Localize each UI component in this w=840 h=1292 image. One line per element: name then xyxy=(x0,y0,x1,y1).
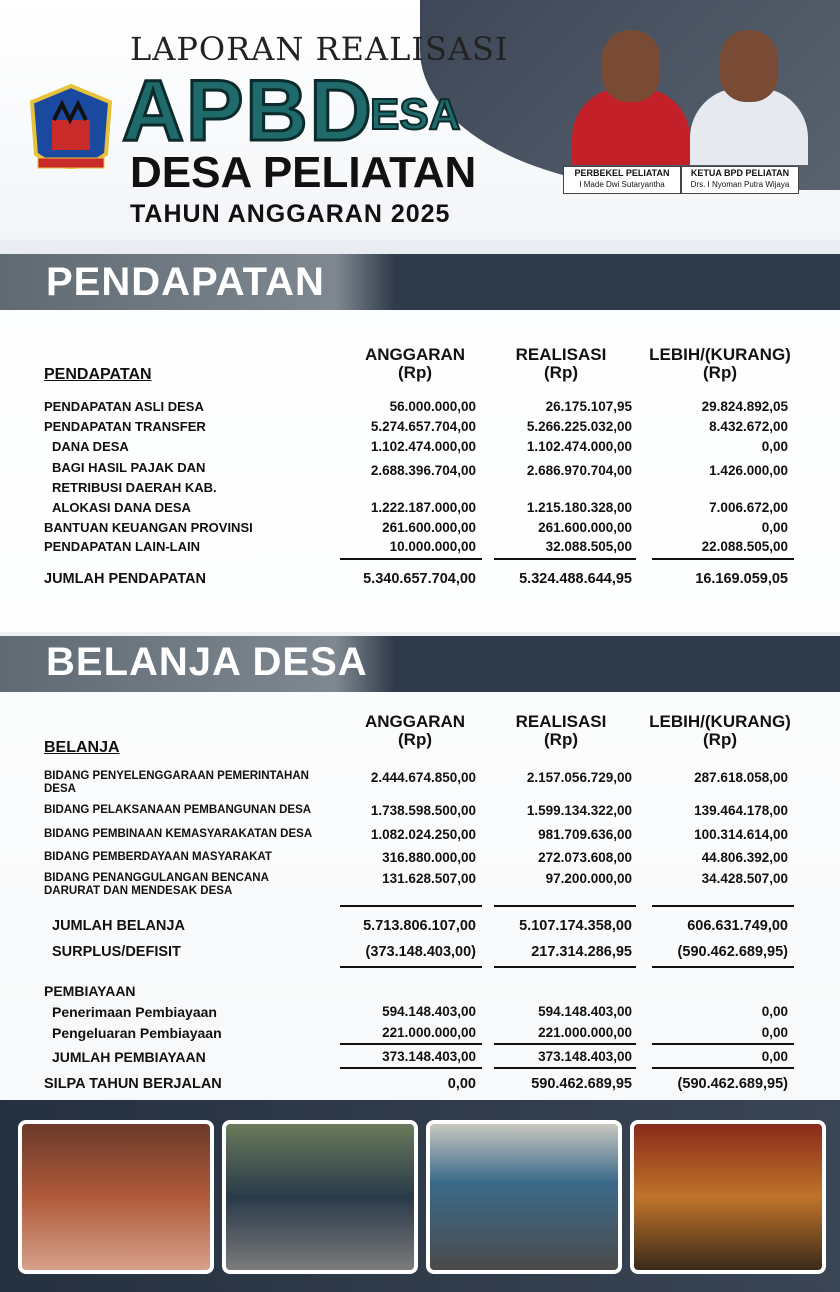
col-lebih-kurang: LEBIH/(KURANG) (Rp) xyxy=(649,345,791,382)
row-label: DANA DESA xyxy=(52,439,129,454)
surplus-anggaran: (373.148.403,00) xyxy=(365,944,476,960)
jumlah-pembiayaan-label: JUMLAH PEMBIAYAAN xyxy=(52,1049,206,1065)
col-anggaran: ANGGARAN (Rp) xyxy=(364,345,466,382)
divider xyxy=(340,905,482,907)
row-lebih: 29.824.892,05 xyxy=(701,399,788,414)
pendapatan-section-label: PENDAPATAN xyxy=(44,366,152,383)
penerimaan-anggaran: 594.148.403,00 xyxy=(382,1004,476,1019)
row-lebih: 100.314.614,00 xyxy=(694,827,788,842)
apbdesa-title-suffix: ESA xyxy=(370,90,461,139)
total-pendapatan-lebih: 16.169.059,05 xyxy=(695,571,788,587)
pengeluaran-label: Pengeluaran Pembiayaan xyxy=(52,1025,222,1041)
row-anggaran: 10.000.000,00 xyxy=(389,539,476,554)
row-anggaran: 1.738.598.500,00 xyxy=(370,803,476,818)
silpa-label: SILPA TAHUN BERJALAN xyxy=(44,1076,222,1092)
jumlah-pembiayaan-realisasi: 373.148.403,00 xyxy=(538,1049,632,1064)
row-realisasi: 272.073.608,00 xyxy=(538,850,632,865)
total-belanja-anggaran: 5.713.806.107,00 xyxy=(363,918,476,934)
activity-photo-2 xyxy=(222,1120,418,1274)
total-pendapatan-realisasi: 5.324.488.644,95 xyxy=(519,571,632,587)
divider xyxy=(494,905,636,907)
belanja-section-label: BELANJA xyxy=(44,739,120,756)
fiscal-year: TAHUN ANGGARAN 2025 xyxy=(130,200,451,228)
divider xyxy=(494,966,636,968)
penerimaan-realisasi: 594.148.403,00 xyxy=(538,1004,632,1019)
row-realisasi: 26.175.107,95 xyxy=(545,399,632,414)
row-realisasi: 261.600.000,00 xyxy=(538,520,632,535)
perbekel-caption: PERBEKEL PELIATAN I Made Dwi Sutaryantha xyxy=(563,166,681,194)
activity-photo-4 xyxy=(630,1120,826,1274)
row-lebih: 0,00 xyxy=(761,439,788,454)
col-lebih-kurang: LEBIH/(KURANG) (Rp) xyxy=(649,712,791,749)
row-realisasi: 2.686.970.704,00 xyxy=(526,463,632,478)
row-lebih: 1.426.000,00 xyxy=(709,463,788,478)
ketua-bpd-caption: KETUA BPD PELIATAN Drs. I Nyoman Putra Wijaya xyxy=(681,166,799,194)
village-name: DESA PELIATAN xyxy=(130,148,477,197)
row-label: BIDANG PEMBERDAYAAN MASYARAKAT xyxy=(44,851,272,863)
jumlah-pembiayaan-lebih: 0,00 xyxy=(761,1049,788,1064)
row-anggaran: 5.274.657.704,00 xyxy=(370,419,476,434)
row-lebih: 287.618.058,00 xyxy=(694,770,788,785)
row-anggaran: 1.102.474.000,00 xyxy=(370,439,476,454)
divider xyxy=(340,1067,482,1069)
row-realisasi: 97.200.000,00 xyxy=(545,871,632,886)
row-anggaran: 2.688.396.704,00 xyxy=(370,463,476,478)
report-heading: LAPORAN REALISASI xyxy=(130,30,509,68)
row-realisasi: 1.215.180.328,00 xyxy=(526,500,632,515)
row-lebih: 0,00 xyxy=(761,520,788,535)
row-realisasi: 1.102.474.000,00 xyxy=(526,439,632,454)
row-label: BAGI HASIL PAJAK DAN xyxy=(52,460,206,475)
row-lebih: 7.006.672,00 xyxy=(709,500,788,515)
row-label: BIDANG PEMBINAAN KEMASYARAKATAN DESA xyxy=(44,828,313,840)
row-label: ALOKASI DANA DESA xyxy=(52,500,191,515)
village-emblem-icon xyxy=(28,84,114,182)
row-label: PENDAPATAN TRANSFER xyxy=(44,419,206,434)
surplus-label: SURPLUS/DEFISIT xyxy=(52,944,181,960)
row-label: BIDANG PENYELENGGARAAN PEMERINTAHAN DESA xyxy=(44,770,309,795)
row-label-continued: RETRIBUSI DAERAH KAB. xyxy=(52,480,217,495)
divider xyxy=(652,905,794,907)
row-lebih: 139.464.178,00 xyxy=(694,803,788,818)
row-realisasi: 32.088.505,00 xyxy=(545,539,632,554)
pendapatan-band-title: PENDAPATAN xyxy=(46,260,325,304)
divider xyxy=(340,966,482,968)
divider xyxy=(340,1043,482,1045)
surplus-lebih: (590.462.689,95) xyxy=(677,944,788,960)
row-anggaran: 1.222.187.000,00 xyxy=(370,500,476,515)
row-label: BANTUAN KEUANGAN PROVINSI xyxy=(44,520,253,535)
row-lebih: 34.428.507,00 xyxy=(701,871,788,886)
apbdesa-title: APBD xyxy=(122,63,374,159)
total-belanja-label: JUMLAH BELANJA xyxy=(52,918,185,934)
pengeluaran-lebih: 0,00 xyxy=(761,1025,788,1040)
col-realisasi: REALISASI (Rp) xyxy=(515,345,607,382)
pengeluaran-anggaran: 221.000.000,00 xyxy=(382,1025,476,1040)
row-anggaran: 261.600.000,00 xyxy=(382,520,476,535)
row-anggaran: 1.082.024.250,00 xyxy=(370,827,476,842)
ketua-bpd-photo xyxy=(690,30,808,165)
divider xyxy=(652,1043,794,1045)
row-label: BIDANG PELAKSANAAN PEMBANGUNAN DESA xyxy=(44,804,312,816)
row-anggaran: 2.444.674.850,00 xyxy=(370,770,476,785)
total-pendapatan-label: JUMLAH PENDAPATAN xyxy=(44,571,206,587)
silpa-realisasi: 590.462.689,95 xyxy=(531,1076,632,1092)
divider xyxy=(494,1067,636,1069)
row-label: PENDAPATAN LAIN-LAIN xyxy=(44,539,200,554)
jumlah-pembiayaan-anggaran: 373.148.403,00 xyxy=(382,1049,476,1064)
penerimaan-lebih: 0,00 xyxy=(761,1004,788,1019)
divider xyxy=(494,558,636,560)
row-realisasi: 1.599.134.322,00 xyxy=(526,803,632,818)
row-lebih: 8.432.672,00 xyxy=(709,419,788,434)
total-belanja-lebih: 606.631.749,00 xyxy=(687,918,788,934)
divider xyxy=(652,1067,794,1069)
row-anggaran: 316.880.000,00 xyxy=(382,850,476,865)
silpa-anggaran: 0,00 xyxy=(447,1076,476,1092)
row-anggaran: 56.000.000,00 xyxy=(389,399,476,414)
row-label: PENDAPATAN ASLI DESA xyxy=(44,399,204,414)
total-pendapatan-anggaran: 5.340.657.704,00 xyxy=(363,571,476,587)
col-realisasi: REALISASI (Rp) xyxy=(515,712,607,749)
surplus-realisasi: 217.314.286,95 xyxy=(531,944,632,960)
penerimaan-label: Penerimaan Pembiayaan xyxy=(52,1004,217,1020)
divider xyxy=(494,1043,636,1045)
row-label: BIDANG PENANGGULANGAN BENCANA DARURAT DAN MENDESAK DESA xyxy=(44,872,269,897)
pengeluaran-realisasi: 221.000.000,00 xyxy=(538,1025,632,1040)
activity-photo-3 xyxy=(426,1120,622,1274)
row-realisasi: 5.266.225.032,00 xyxy=(526,419,632,434)
pembiayaan-label: PEMBIAYAAN xyxy=(44,983,136,999)
divider xyxy=(652,558,794,560)
belanja-band-title: BELANJA DESA xyxy=(46,640,368,684)
total-belanja-realisasi: 5.107.174.358,00 xyxy=(519,918,632,934)
silpa-lebih: (590.462.689,95) xyxy=(677,1076,788,1092)
col-anggaran: ANGGARAN (Rp) xyxy=(364,712,466,749)
divider xyxy=(340,558,482,560)
row-realisasi: 981.709.636,00 xyxy=(538,827,632,842)
row-lebih: 44.806.392,00 xyxy=(701,850,788,865)
divider xyxy=(652,966,794,968)
row-anggaran: 131.628.507,00 xyxy=(382,871,476,886)
perbekel-photo xyxy=(572,30,690,165)
row-realisasi: 2.157.056.729,00 xyxy=(526,770,632,785)
row-lebih: 22.088.505,00 xyxy=(701,539,788,554)
activity-photo-1 xyxy=(18,1120,214,1274)
